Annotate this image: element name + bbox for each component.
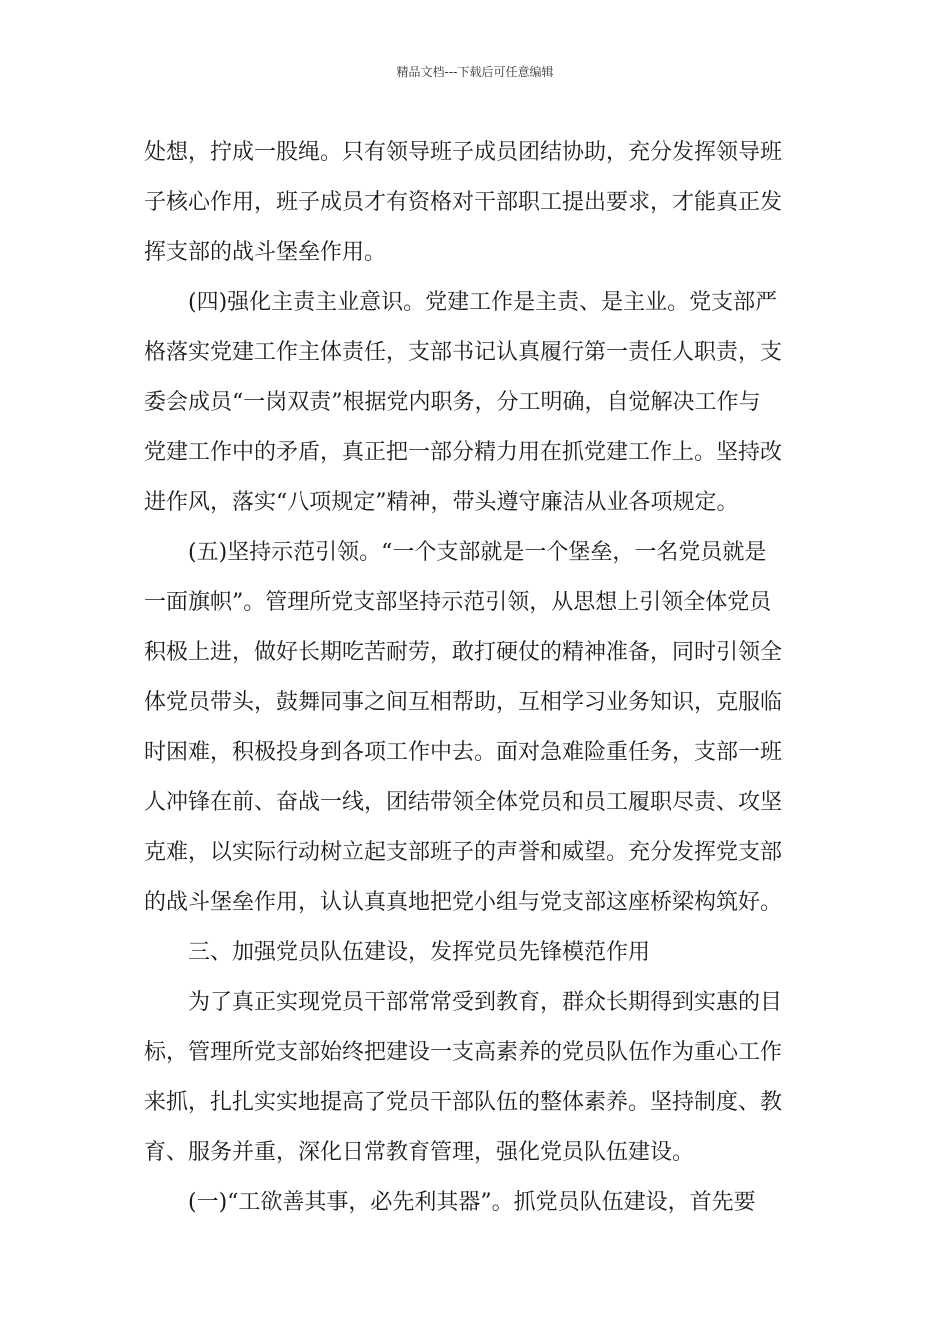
text-line: 体党员带头，鼓舞同事之间互相帮助，互相学习业务知识，克服临 [144, 690, 783, 715]
text-line: 的战斗堡垒作用，认认真真地把党小组与党支部这座桥梁构筑好。 [144, 890, 783, 915]
paragraph-start-line: 为了真正实现党员干部常常受到教育，群众长期得到实惠的目 [188, 990, 783, 1015]
paragraph-start-line: (五)坚持示范引领。“一个支部就是一个堡垒，一名党员就是 [188, 540, 767, 565]
text-line: 育、服务并重，深化日常教育管理，强化党员队伍建设。 [144, 1140, 695, 1165]
text-line: 标，管理所党支部始终把建设一支高素养的党员队伍作为重心工作 [144, 1040, 783, 1065]
text-line: 子核心作用，班子成员才有资格对干部职工提出要求，才能真正发 [144, 190, 783, 215]
page-header: 精品文档---下载后可任意编辑 [396, 65, 554, 79]
text-line: 来抓，扎扎实实地提高了党员干部队伍的整体素养。坚持制度、教 [144, 1090, 783, 1115]
paragraph-start-line: (一)“工欲善其事，必先利其器”。抓党员队伍建设，首先要 [188, 1190, 756, 1215]
text-line: 挥支部的战斗堡垒作用。 [144, 240, 387, 265]
text-line: 克难，以实际行动树立起支部班子的声誉和威望。充分发挥党支部 [144, 840, 783, 865]
paragraph-start-line: (四)强化主责主业意识。党建工作是主责、是主业。党支部严 [188, 290, 778, 315]
text-line: 处想，拧成一股绳。只有领导班子成员团结协助，充分发挥领导班 [144, 140, 783, 165]
text-line: 党建工作中的矛盾，真正把一部分精力用在抓党建工作上。坚持改 [144, 440, 783, 465]
text-line: 积极上进，做好长期吃苦耐劳，敢打硬仗的精神准备，同时引领全 [144, 640, 783, 665]
text-line: 格落实党建工作主体责任，支部书记认真履行第一责任人职责，支 [144, 340, 783, 365]
text-line: 进作风，落实“八项规定”精神，带头遵守廉洁从业各项规定。 [144, 490, 739, 515]
text-line: 委会成员“一岗双责”根据党内职务，分工明确，自觉解决工作与 [144, 390, 761, 415]
section-heading: 三、加强党员队伍建设，发挥党员先锋模范作用 [188, 940, 651, 965]
document-body [144, 128, 808, 1228]
text-line: 时困难，积极投身到各项工作中去。面对急难险重任务，支部一班 [144, 740, 783, 765]
text-line: 一面旗帜”。管理所党支部坚持示范引领，从思想上引领全体党员 [144, 590, 772, 615]
text-line: 人冲锋在前、奋战一线，团结带领全体党员和员工履职尽责、攻坚 [144, 790, 783, 815]
